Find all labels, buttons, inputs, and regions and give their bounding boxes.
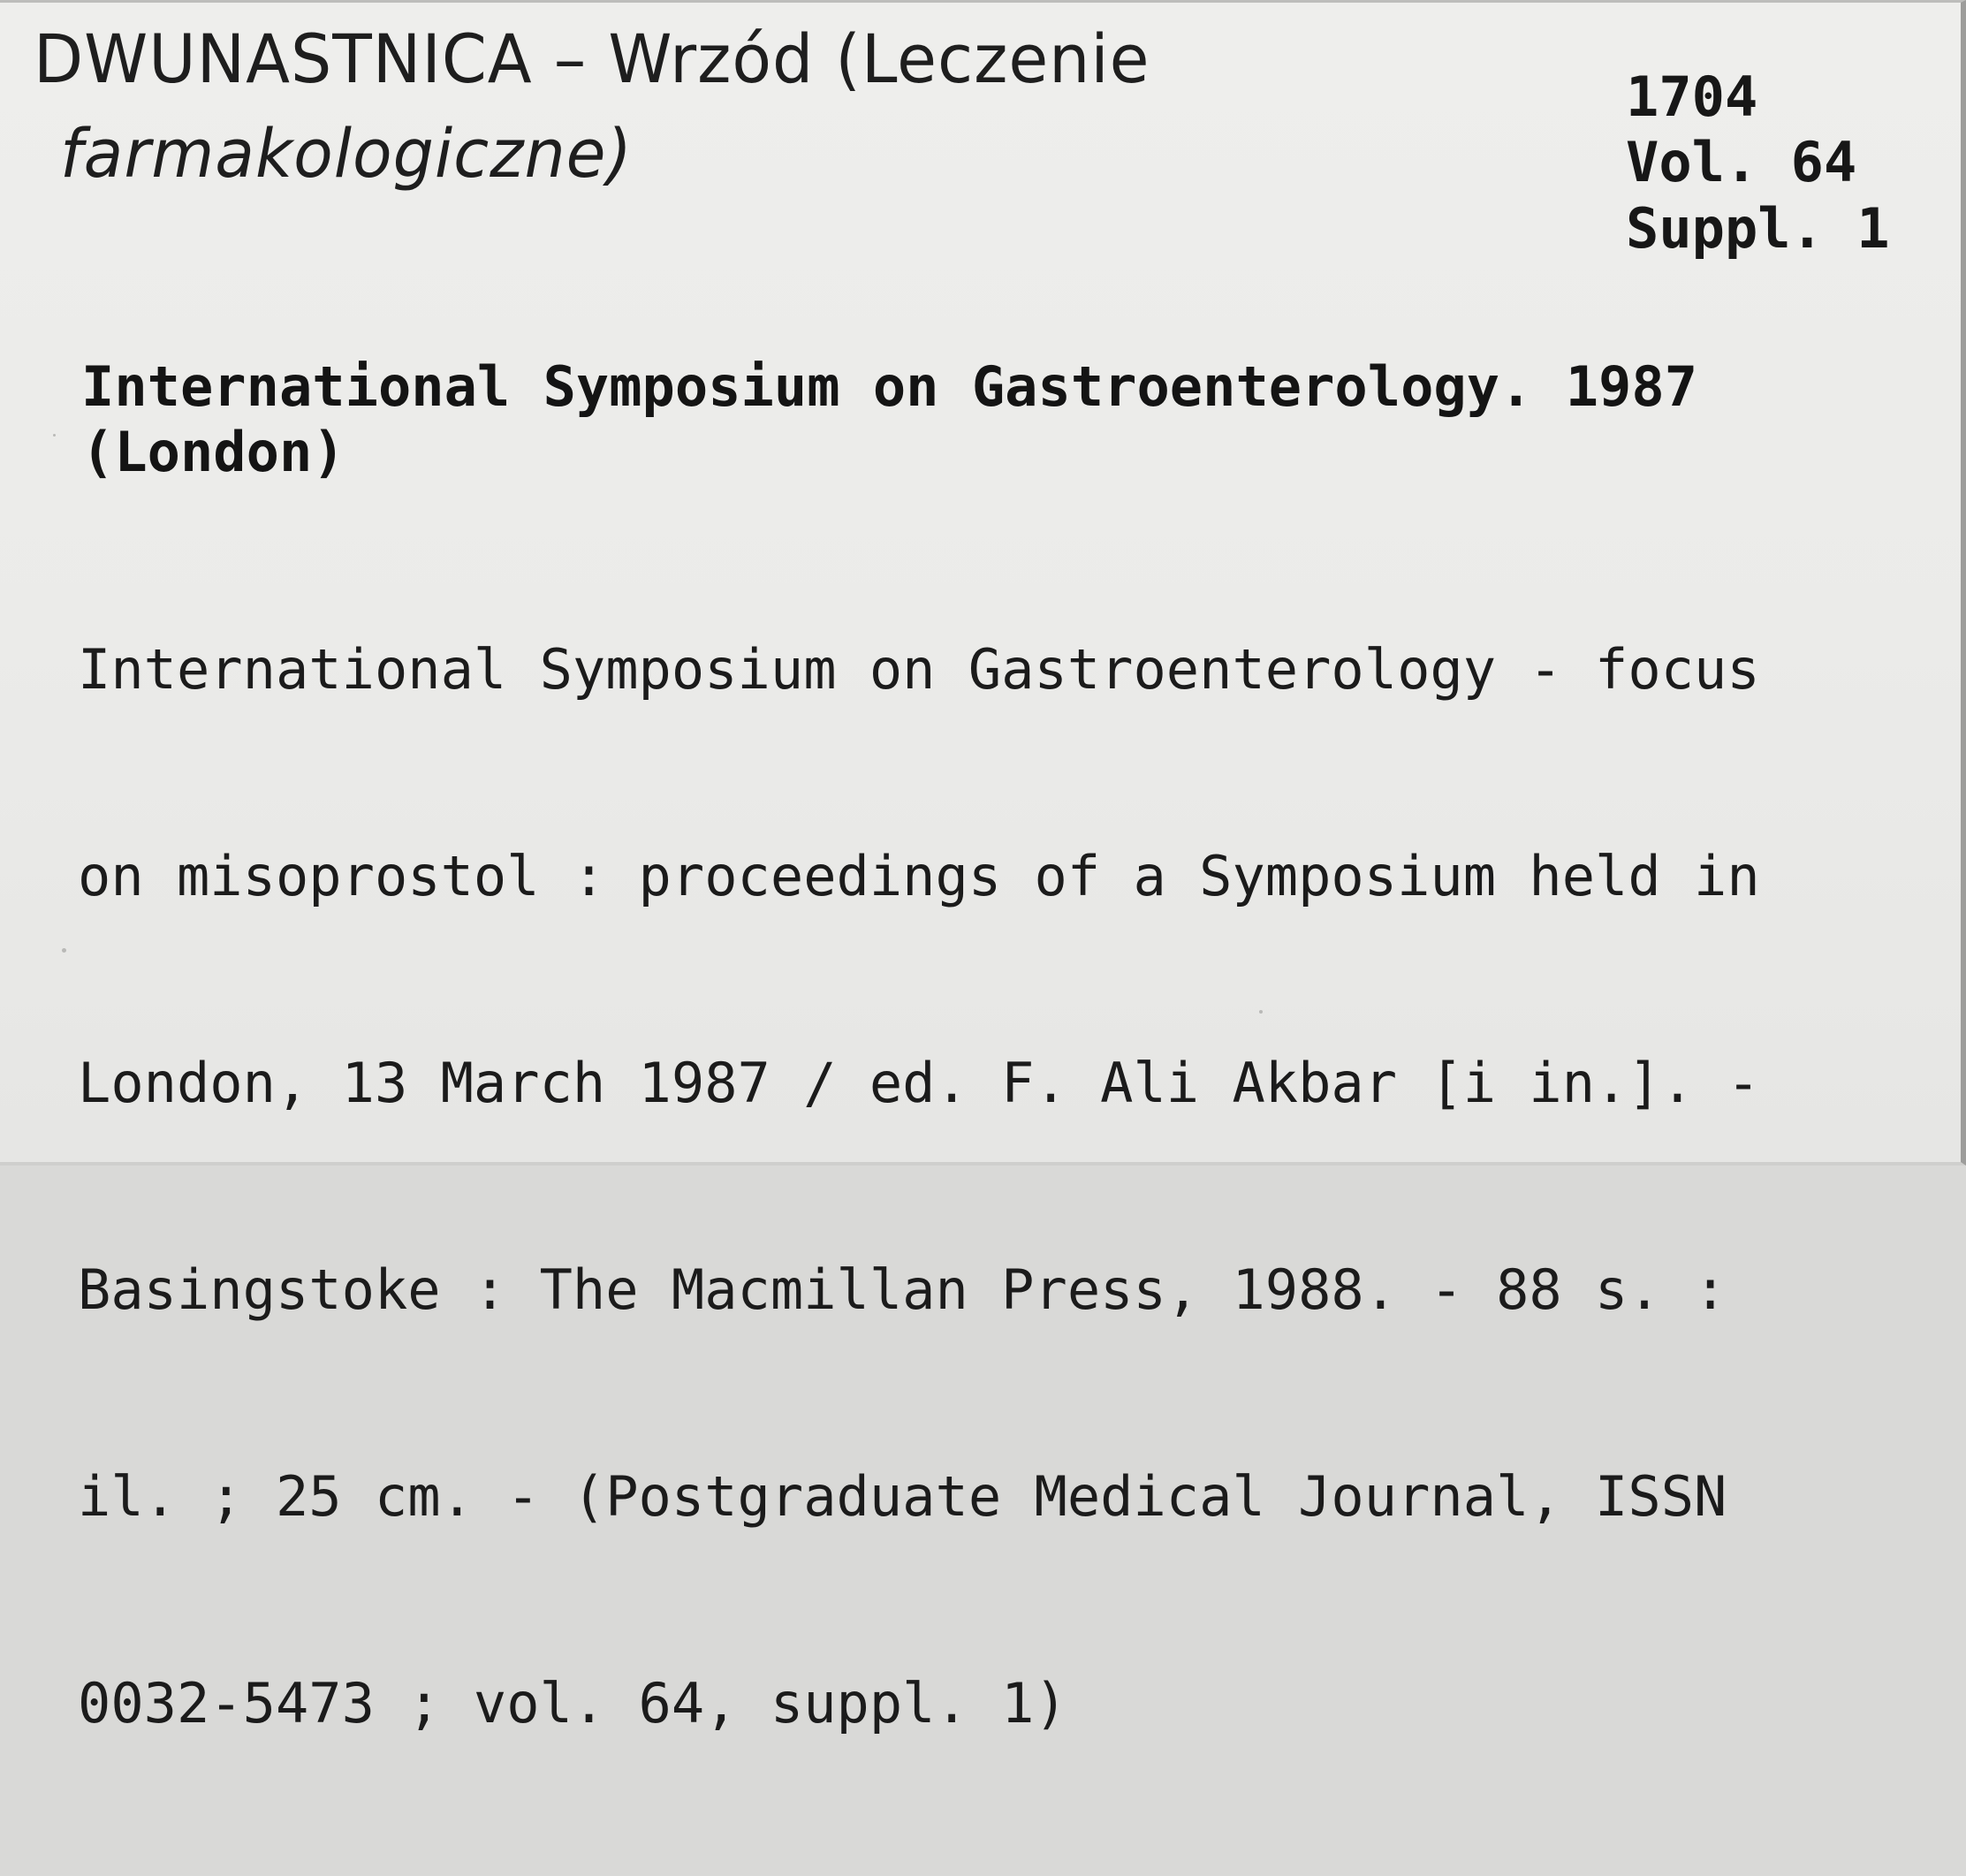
description-line: on misoprostol : proceedings of a Symposium held in: [78, 844, 1760, 908]
call-number-supplement: Suppl. 1: [1626, 195, 1890, 261]
call-number: [1626, 65, 1890, 262]
description-line: London, 13 March 1987 / ed. F. Ali Akbar [i in.]. -: [78, 1051, 1760, 1115]
paper-speck: [53, 434, 56, 437]
description-line: Basingstoke : The Macmillan Press, 1988. - 88 s. :: [78, 1257, 1727, 1322]
paper-speck: [62, 948, 66, 953]
main-entry-line-2: (London): [81, 420, 345, 484]
description-line: 0032-5473 ; vol. 64, suppl. 1): [78, 1671, 1067, 1735]
description-line: il. ; 25 cm. - (Postgraduate Medical Journal, ISSN: [78, 1464, 1727, 1529]
call-number-volume: Vol. 64: [1626, 130, 1857, 195]
main-entry-heading: [81, 354, 1893, 485]
call-number-line-1: 1704: [1626, 65, 1758, 129]
subject-heading-line-1: DWUNASTNICA – Wrzód (Leczenie: [34, 19, 1150, 98]
paper-speck: [1259, 1010, 1263, 1014]
description-line: International Symposium on Gastroenterology - focus: [78, 637, 1760, 702]
main-entry-line-1: International Symposium on Gastroenterology. 1987: [81, 354, 1698, 419]
subject-heading-line-2: farmakologiczne): [60, 114, 633, 193]
bibliographic-description: [78, 497, 1916, 1876]
